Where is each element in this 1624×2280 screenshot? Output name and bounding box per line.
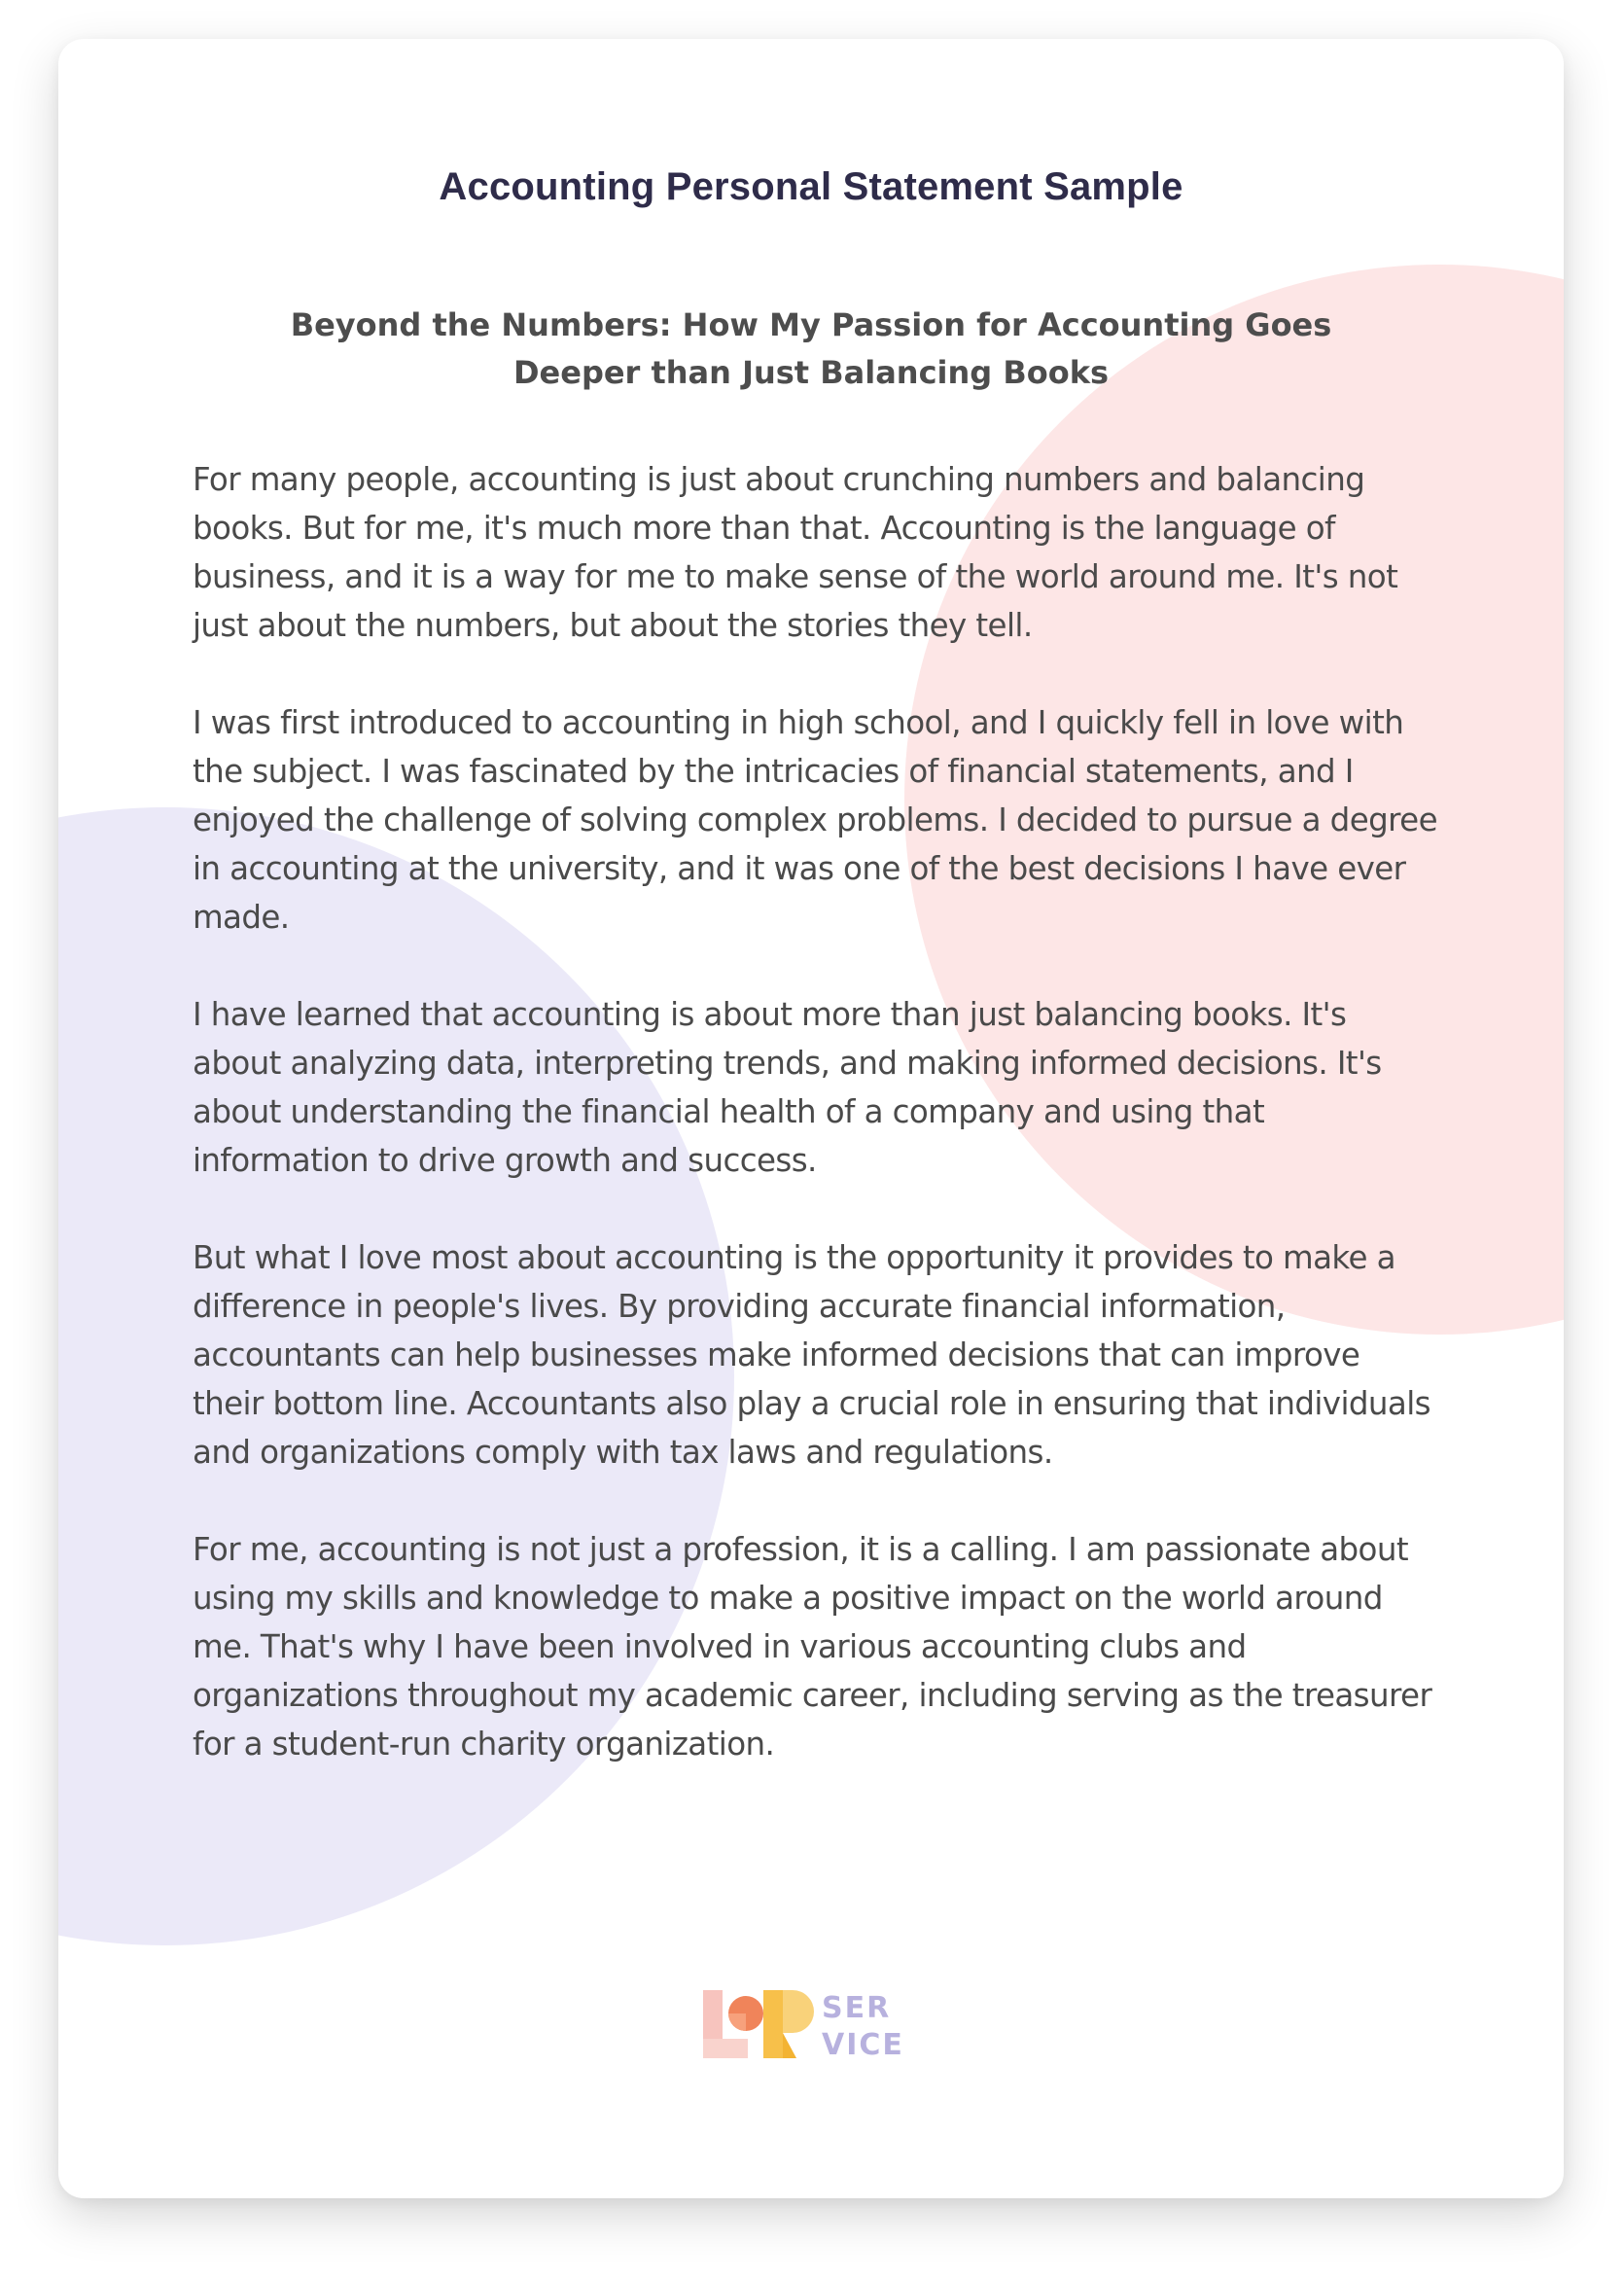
logo-r-stem [763,1990,783,2058]
paragraph: But what I love most about accounting is the opportunity it provides to make a difference in people's lives. By providing accurate financial information, accountants can help businesses make informed decisions that can improve their bottom line. Accountants also play a crucial role in ensuring that individuals and organizations comply with tax laws and regulations. [193,1239,1430,1471]
logo-text-line2: VICE [822,2028,904,2062]
essay-body [193,455,1437,1817]
logo-r-leg [783,2033,796,2058]
logo-text-line1: SER [822,1991,892,2025]
lor-service-logo [695,1984,929,2064]
logo-l-foot [703,2039,748,2058]
logo-r-bowl [783,1990,814,2033]
document-content [58,39,1564,2198]
essay-subtitle: Beyond the Numbers: How My Passion for Accounting Goes Deeper than Just Balancing Books [290,306,1332,391]
paragraph: I was first introduced to accounting in high school, and I quickly fell in love with the subject. I was fascinated by the intricacies of financial statements, and I enjoyed the challenge of solving complex problems. I decided to pursue a degree in accounting at the university, and it was one of the best decisions I have ever made. [193,704,1437,936]
paragraph: For many people, accounting is just about crunching numbers and balancing books. But for me, it's much more than that. Accounting is the language of business, and it is a way for me to make sense of the world around me. It's not just about the numbers, but about the stories they tell. [193,461,1398,644]
paragraph: For me, accounting is not just a profession, it is a calling. I am passionate about using my skills and knowledge to make a positive impact on the world around me. That's why I have been involved in various accounting clubs and organizations throughout my academic career, including serving as the treasurer for a student-run charity organization. [193,1531,1432,1763]
document-page [58,39,1564,2198]
paragraph: I have learned that accounting is about more than just balancing books. It's about analyzing data, interpreting trends, and making informed decisions. It's about understanding the financial health of a company and using that information to drive growth and success. [193,996,1382,1179]
page-title: Accounting Personal Statement Sample [439,165,1183,208]
